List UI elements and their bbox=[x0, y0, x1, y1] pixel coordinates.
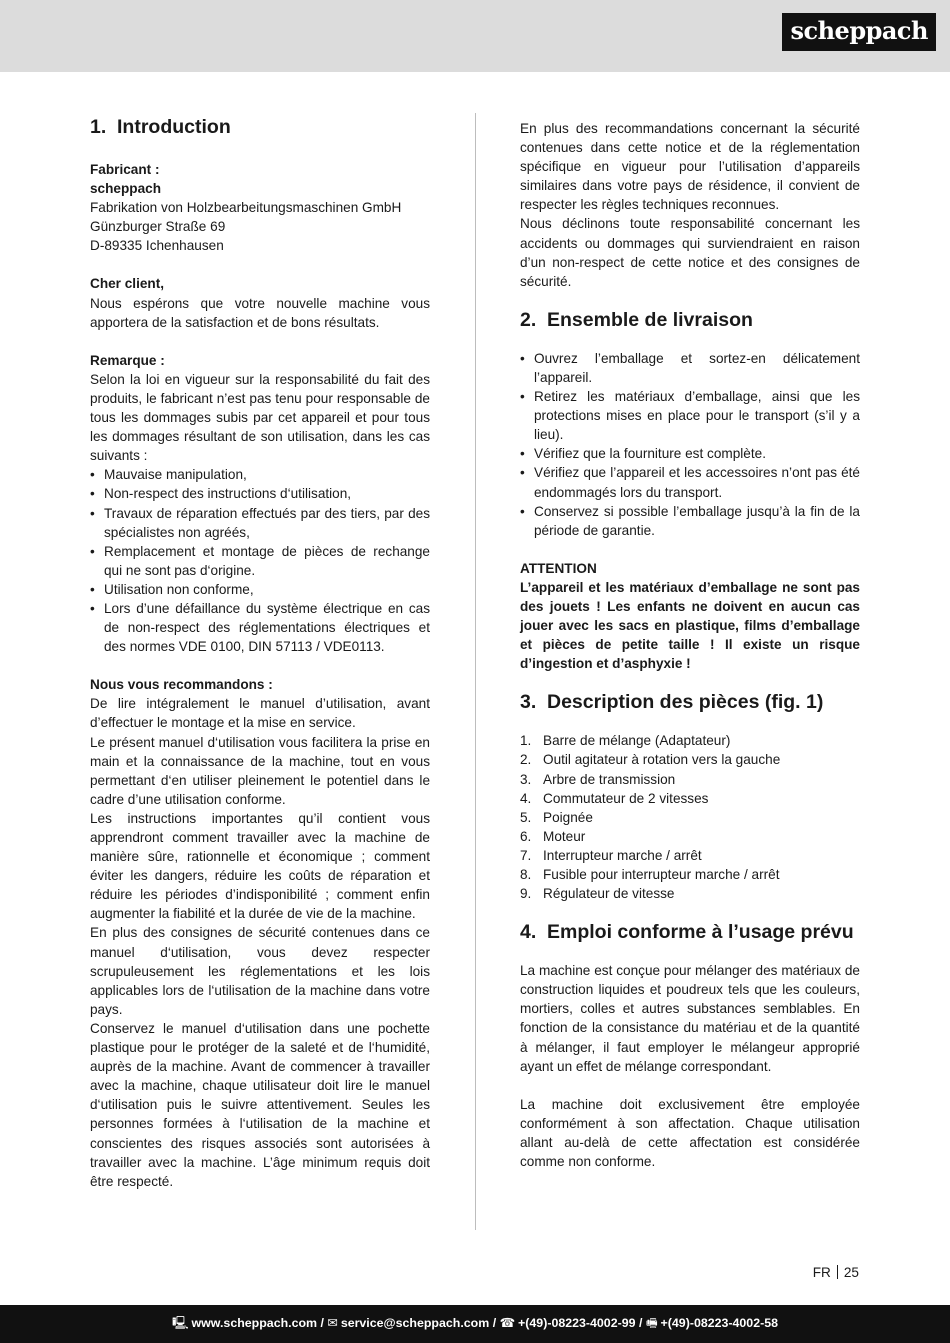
list-item: 9. Régulateur de vitesse bbox=[520, 886, 675, 902]
attention-text: L’appareil et les matériaux d’emballage ne sont pas des jouets ! Les enfants ne doivent en aucun cas jouer avec les sacs en plastique, films d’emballage et pièces de petite taille ! Il existe un risque d’ingestion et d’asphyxie ! bbox=[520, 579, 860, 672]
address-line: Fabrikation von Holzbearbeitungsmaschinen GmbH bbox=[90, 200, 402, 216]
address-line: Günzburger Straße 69 bbox=[90, 219, 226, 235]
list-item: • Vérifiez que l’appareil et les accessoires n’ont pas été endommagés lors du transport. bbox=[520, 463, 860, 501]
recommend-paragraph: Les instructions importantes qu’il contient vous apprendront comment travailler avec la machine de manière sûre, rationnelle et économique ; comment éviter les dangers, réduire les coûts de réparation et réduire les périodes d’indisponibilité ; comment enfin augmenter la fiabilité et la durée de vie de la machine. bbox=[90, 810, 430, 922]
footer-fax: +(49)-08223-4002-58 bbox=[660, 1316, 778, 1330]
phone-icon: ☎ bbox=[499, 1316, 516, 1330]
manufacturer-label: Fabricant : bbox=[90, 162, 160, 177]
list-item: 6. Moteur bbox=[520, 828, 586, 844]
section-title-delivery: 2. Ensemble de livraison bbox=[520, 308, 753, 331]
delivery-list bbox=[520, 349, 860, 540]
list-item: 2. Outil agitateur à rotation vers la gauche bbox=[520, 752, 781, 768]
manufacturer-name: scheppach bbox=[90, 181, 162, 197]
dear-client-text: Nous espérons que votre nouvelle machine vous apportera de la satisfaction et de bons résultats. bbox=[90, 295, 430, 330]
list-item: 8. Fusible pour interrupteur marche / arrêt bbox=[520, 867, 780, 882]
list-item: • Utilisation non conforme, bbox=[90, 580, 430, 599]
recommend-paragraph: Le présent manuel d‘utilisation vous facilitera la prise en main et la connaissance de la machine, tout en vous permettant d‘en utiliser pleinement le potentiel dans le cadre d’une utilisation conforme. bbox=[90, 734, 430, 807]
footer-phone: +(49)-08223-4002-99 / bbox=[518, 1316, 643, 1330]
list-item: • Vérifiez que la fourniture est complète. bbox=[520, 444, 860, 463]
intended-use-paragraph: La machine doit exclusivement être employée conformément à son affectation. Chaque utilisation allant au-delà de cette affectation est considérée comme non conforme. bbox=[520, 1096, 860, 1170]
list-item: 3. Arbre de transmission bbox=[520, 771, 676, 787]
left-column bbox=[90, 115, 430, 1191]
recommend-label: Nous vous recommandons : bbox=[90, 677, 273, 693]
list-item: 7. Interrupteur marche / arrêt bbox=[520, 847, 702, 863]
footer-email: service@scheppach.com / bbox=[340, 1316, 497, 1330]
list-item: • Travaux de réparation effectués par des tiers, par des spécialistes non agréés, bbox=[90, 504, 430, 542]
section-title-intended-use: 4. Emploi conforme à l’usage prévu bbox=[520, 921, 854, 944]
recommend-paragraph: De lire intégralement le manuel d’utilisation, avant d’effectuer le montage et la mise en service. bbox=[90, 696, 430, 731]
list-item: 4. Commutateur de 2 vitesses bbox=[520, 790, 709, 806]
list-item: • Conservez si possible l’emballage jusqu’à la fin de la période de garantie. bbox=[520, 502, 860, 540]
footer-bar bbox=[0, 1305, 950, 1343]
fax-icon: 🖷 bbox=[645, 1316, 658, 1330]
intro-continued-paragraph: En plus des recommandations concernant la sécurité contenues dans cette notice et de la réglementation spécifique en vigueur pour l’utilisation d’appareils similaires dans votre pays de résidence, il convient de respecter les règles techniques reconnues. bbox=[520, 121, 860, 213]
computer-icon: 🖳 bbox=[172, 1316, 189, 1330]
scheppach-logo: scheppach bbox=[782, 13, 936, 51]
recommend-paragraph: Conservez le manuel d‘utilisation dans une pochette plastique pour le protéger de la saleté et de l‘humidité, auprès de la machine. Avant de commencer à travailler avec la machine, chaque utilisateur doit lire le manuel d‘utilisation puis le suivre attentivement. Seules les personnes formées à l‘utilisation de la machine et conscientes des risques associés sont autorisées à travailler avec la machine. L’âge minimum requis doit être respecté. bbox=[90, 1020, 430, 1189]
column-divider bbox=[475, 113, 476, 1230]
section-title-parts: 3. Description des pièces (fig. 1) bbox=[520, 691, 824, 714]
list-item: • Non-respect des instructions d‘utilisation, bbox=[90, 484, 430, 503]
list-item: • Ouvrez l’emballage et sortez-en délicatement l’appareil. bbox=[520, 349, 860, 387]
intended-use-paragraph: La machine est conçue pour mélanger des matériaux de construction liquides et poudreux tels que les couleurs, mortiers, colles et autres substances semblables. En fonction de la consistance du matériau et de la quantité à mélanger, il faut employer le mélangeur approprié ayant un effet de mélange correspondant. bbox=[520, 963, 860, 1074]
footer-web: www.scheppach.com / bbox=[191, 1316, 324, 1330]
page-number: FR 25 bbox=[812, 1265, 859, 1280]
email-icon: ✉ bbox=[327, 1316, 338, 1330]
list-item: • Retirez les matériaux d’emballage, ainsi que les protections mises en place pour le transport (s’il y a lieu). bbox=[520, 387, 860, 444]
header-bar bbox=[0, 0, 950, 72]
section-title-introduction: 1. Introduction bbox=[90, 116, 231, 138]
parts-list bbox=[520, 731, 860, 903]
attention-label: ATTENTION bbox=[520, 560, 597, 576]
right-column bbox=[520, 119, 860, 1171]
list-item: 1. Barre de mélange (Adaptateur) bbox=[520, 733, 731, 749]
list-item: 5. Poignée bbox=[520, 809, 593, 825]
remark-list bbox=[90, 465, 430, 656]
list-item: • Lors d’une défaillance du système électrique en cas de non-respect des réglementations électriques et des normes VDE 0100, DIN 57113 / VDE0113. bbox=[90, 599, 430, 656]
recommend-paragraph: En plus des consignes de sécurité contenues dans ce manuel d‘utilisation, vous devez respecter scrupuleusement les réglementations et les lois applicables lors de l‘utilisation de la machine dans votre pays. bbox=[90, 925, 430, 1017]
address-line: D-89335 Ichenhausen bbox=[90, 238, 224, 254]
remark-text: Selon la loi en vigueur sur la responsabilité du fait des produits, le fabricant n’est pas tenu pour responsable de tous les dommages subis par cet appareil et pour tous les dommages résultant de son utilisation, dans les cas suivants : bbox=[90, 371, 430, 464]
dear-client-label: Cher client, bbox=[90, 276, 165, 292]
remark-label: Remarque : bbox=[90, 352, 165, 368]
list-item: • Mauvaise manipulation, bbox=[90, 465, 430, 484]
list-item: • Remplacement et montage de pièces de rechange qui ne sont pas d‘origine. bbox=[90, 542, 430, 580]
intro-continued-paragraph: Nous déclinons toute responsabilité concernant les accidents ou dommages qui surviendraient en raison d’un non-respect de cette notice et des consignes de sécurité. bbox=[520, 216, 860, 289]
